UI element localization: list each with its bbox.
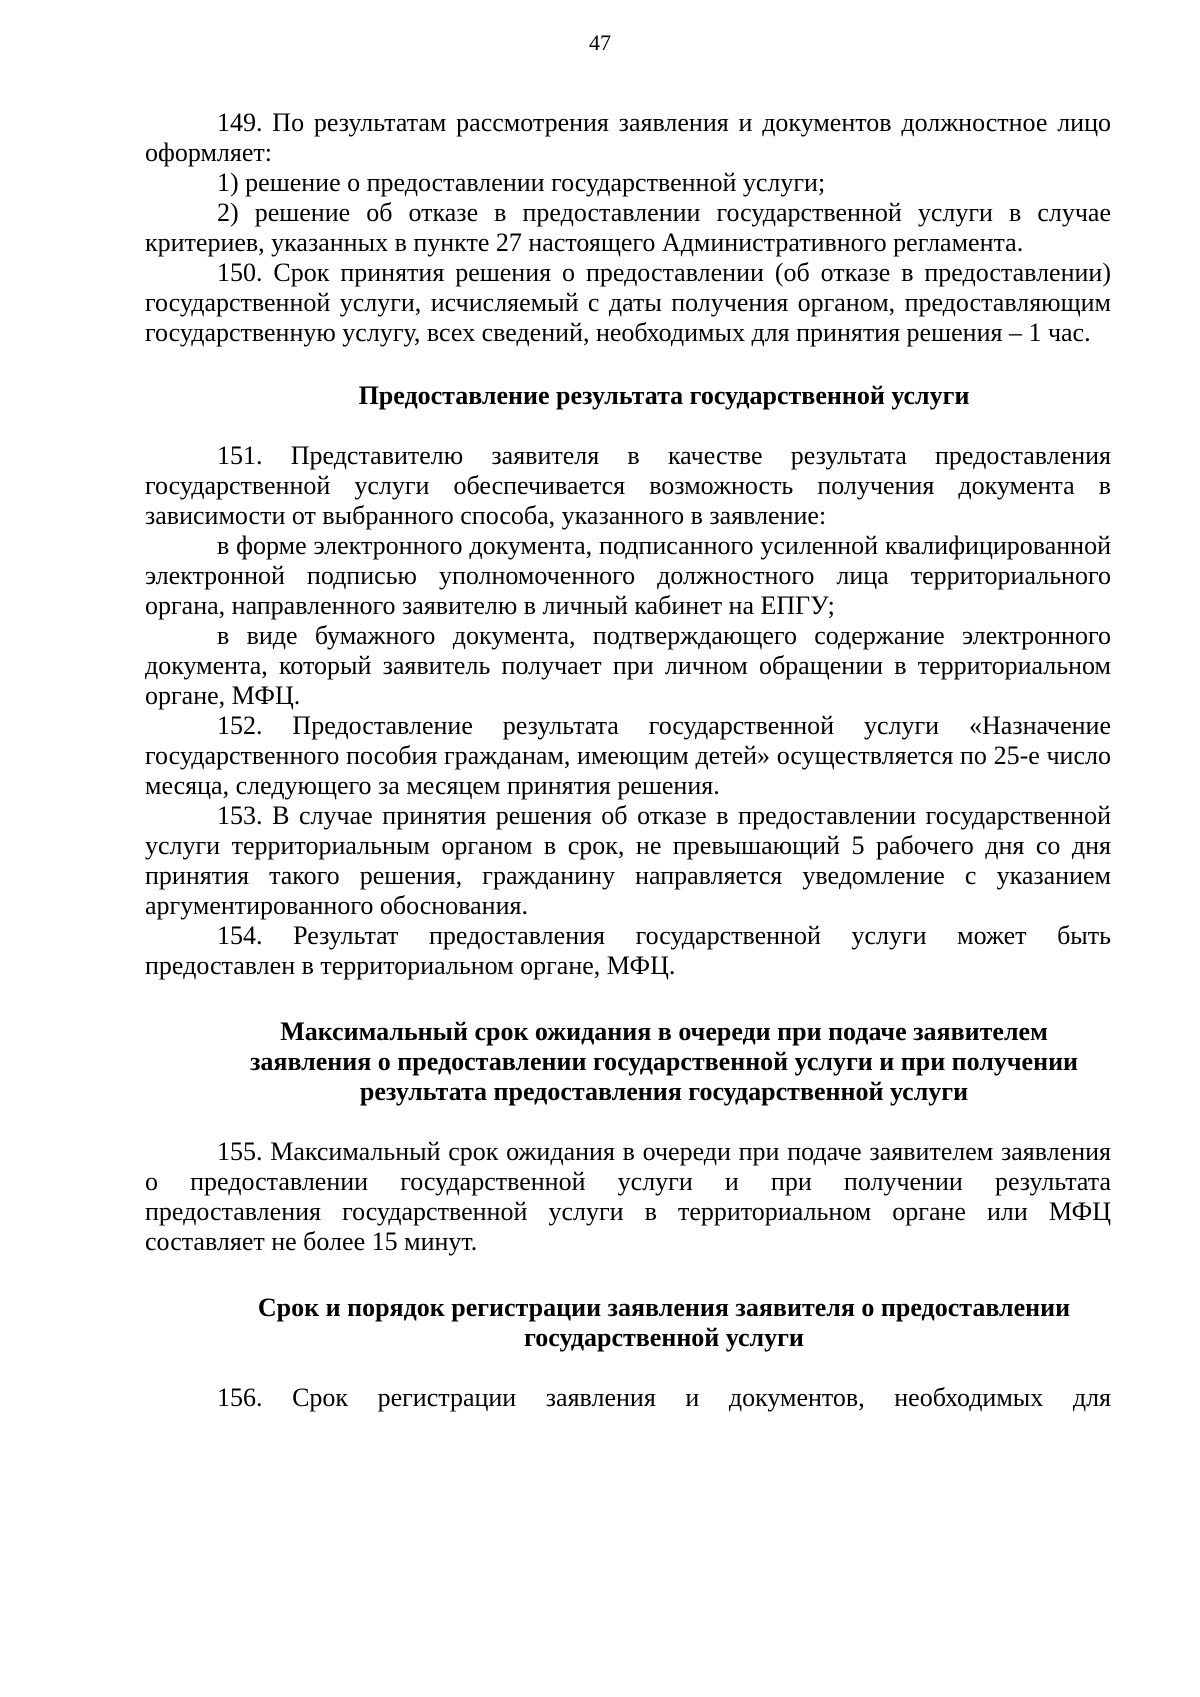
section-heading-queue-line-2: заявления о предоставлении государственной услуги и при получении [249, 1047, 1079, 1076]
section-heading-registration [145, 1293, 1111, 1353]
paragraph-150: 150. Срок принятия решения о предоставлении (об отказе в предоставлении) государственной услуги, исчисляемый с даты получения органом, предоставляющим государственную услугу, всех сведений, необходимых для принятия решения – 1 час. [145, 258, 1111, 347]
paragraph-152: 152. Предоставление результата государственной услуги «Назначение государственного пособия гражданам, имеющим детей» осуществляется по 25-е число месяца, следующего за месяцем принятия решения. [145, 711, 1111, 800]
section-heading-registration-line-2: государственной услуги [524, 1323, 804, 1352]
section-heading-queue-line-3: результата предоставления государственной услуги [359, 1077, 969, 1106]
paragraph-154: 154. Результат предоставления государственной услуги может быть предоставлен в территориальном органе, МФЦ. [145, 921, 1111, 980]
list-item-2: 2) решение об отказе в предоставлении государственной услуги в случае критериев, указанных в пункте 27 настоящего Административного регламента. [145, 198, 1111, 257]
document-body [145, 108, 1111, 1413]
page-number: 47 [589, 30, 611, 55]
list-item-1: 1) решение о предоставлении государственной услуги; [217, 168, 826, 197]
paragraph-156: 156. Срок регистрации заявления и документов, необходимых для [217, 1383, 1111, 1412]
paragraph-149: 149. По результатам рассмотрения заявления и документов должностное лицо оформляет: [145, 108, 1111, 167]
option-paper: в виде бумажного документа, подтверждающего содержание электронного документа, который заявитель получает при личном обращении в территориальном органе, МФЦ. [145, 621, 1111, 710]
section-heading-queue-line-1: Максимальный срок ожидания в очереди при подаче заявителем [280, 1017, 1048, 1046]
section-heading-result: Предоставление результата государственной услуги [358, 381, 970, 410]
section-heading-queue [145, 1017, 1111, 1107]
paragraph-153: 153. В случае принятия решения об отказе в предоставлении государственной услуги территориальным органом в срок, не превышающий 5 рабочего дня со дня принятия такого решения, гражданину направляется уведомление с указанием аргументированного обоснования. [145, 801, 1111, 920]
paragraph-151: 151. Представителю заявителя в качестве результата предоставления государственной услуги обеспечивается возможность получения документа в зависимости от выбранного способа, указанного в заявление: [145, 441, 1111, 530]
option-electronic: в форме электронного документа, подписанного усиленной квалифицированной электронной подписью уполномоченного должностного лица территориального органа, направленного заявителю в личный кабинет на ЕПГУ; [145, 531, 1111, 620]
section-heading-registration-line-1: Срок и порядок регистрации заявления заявителя о предоставлении [257, 1293, 1071, 1322]
paragraph-155: 155. Максимальный срок ожидания в очереди при подаче заявителем заявления о предоставлении государственной услуги и при получении результата предоставления государственной услуги в территориальном органе или МФЦ составляет не более 15 минут. [145, 1137, 1111, 1256]
